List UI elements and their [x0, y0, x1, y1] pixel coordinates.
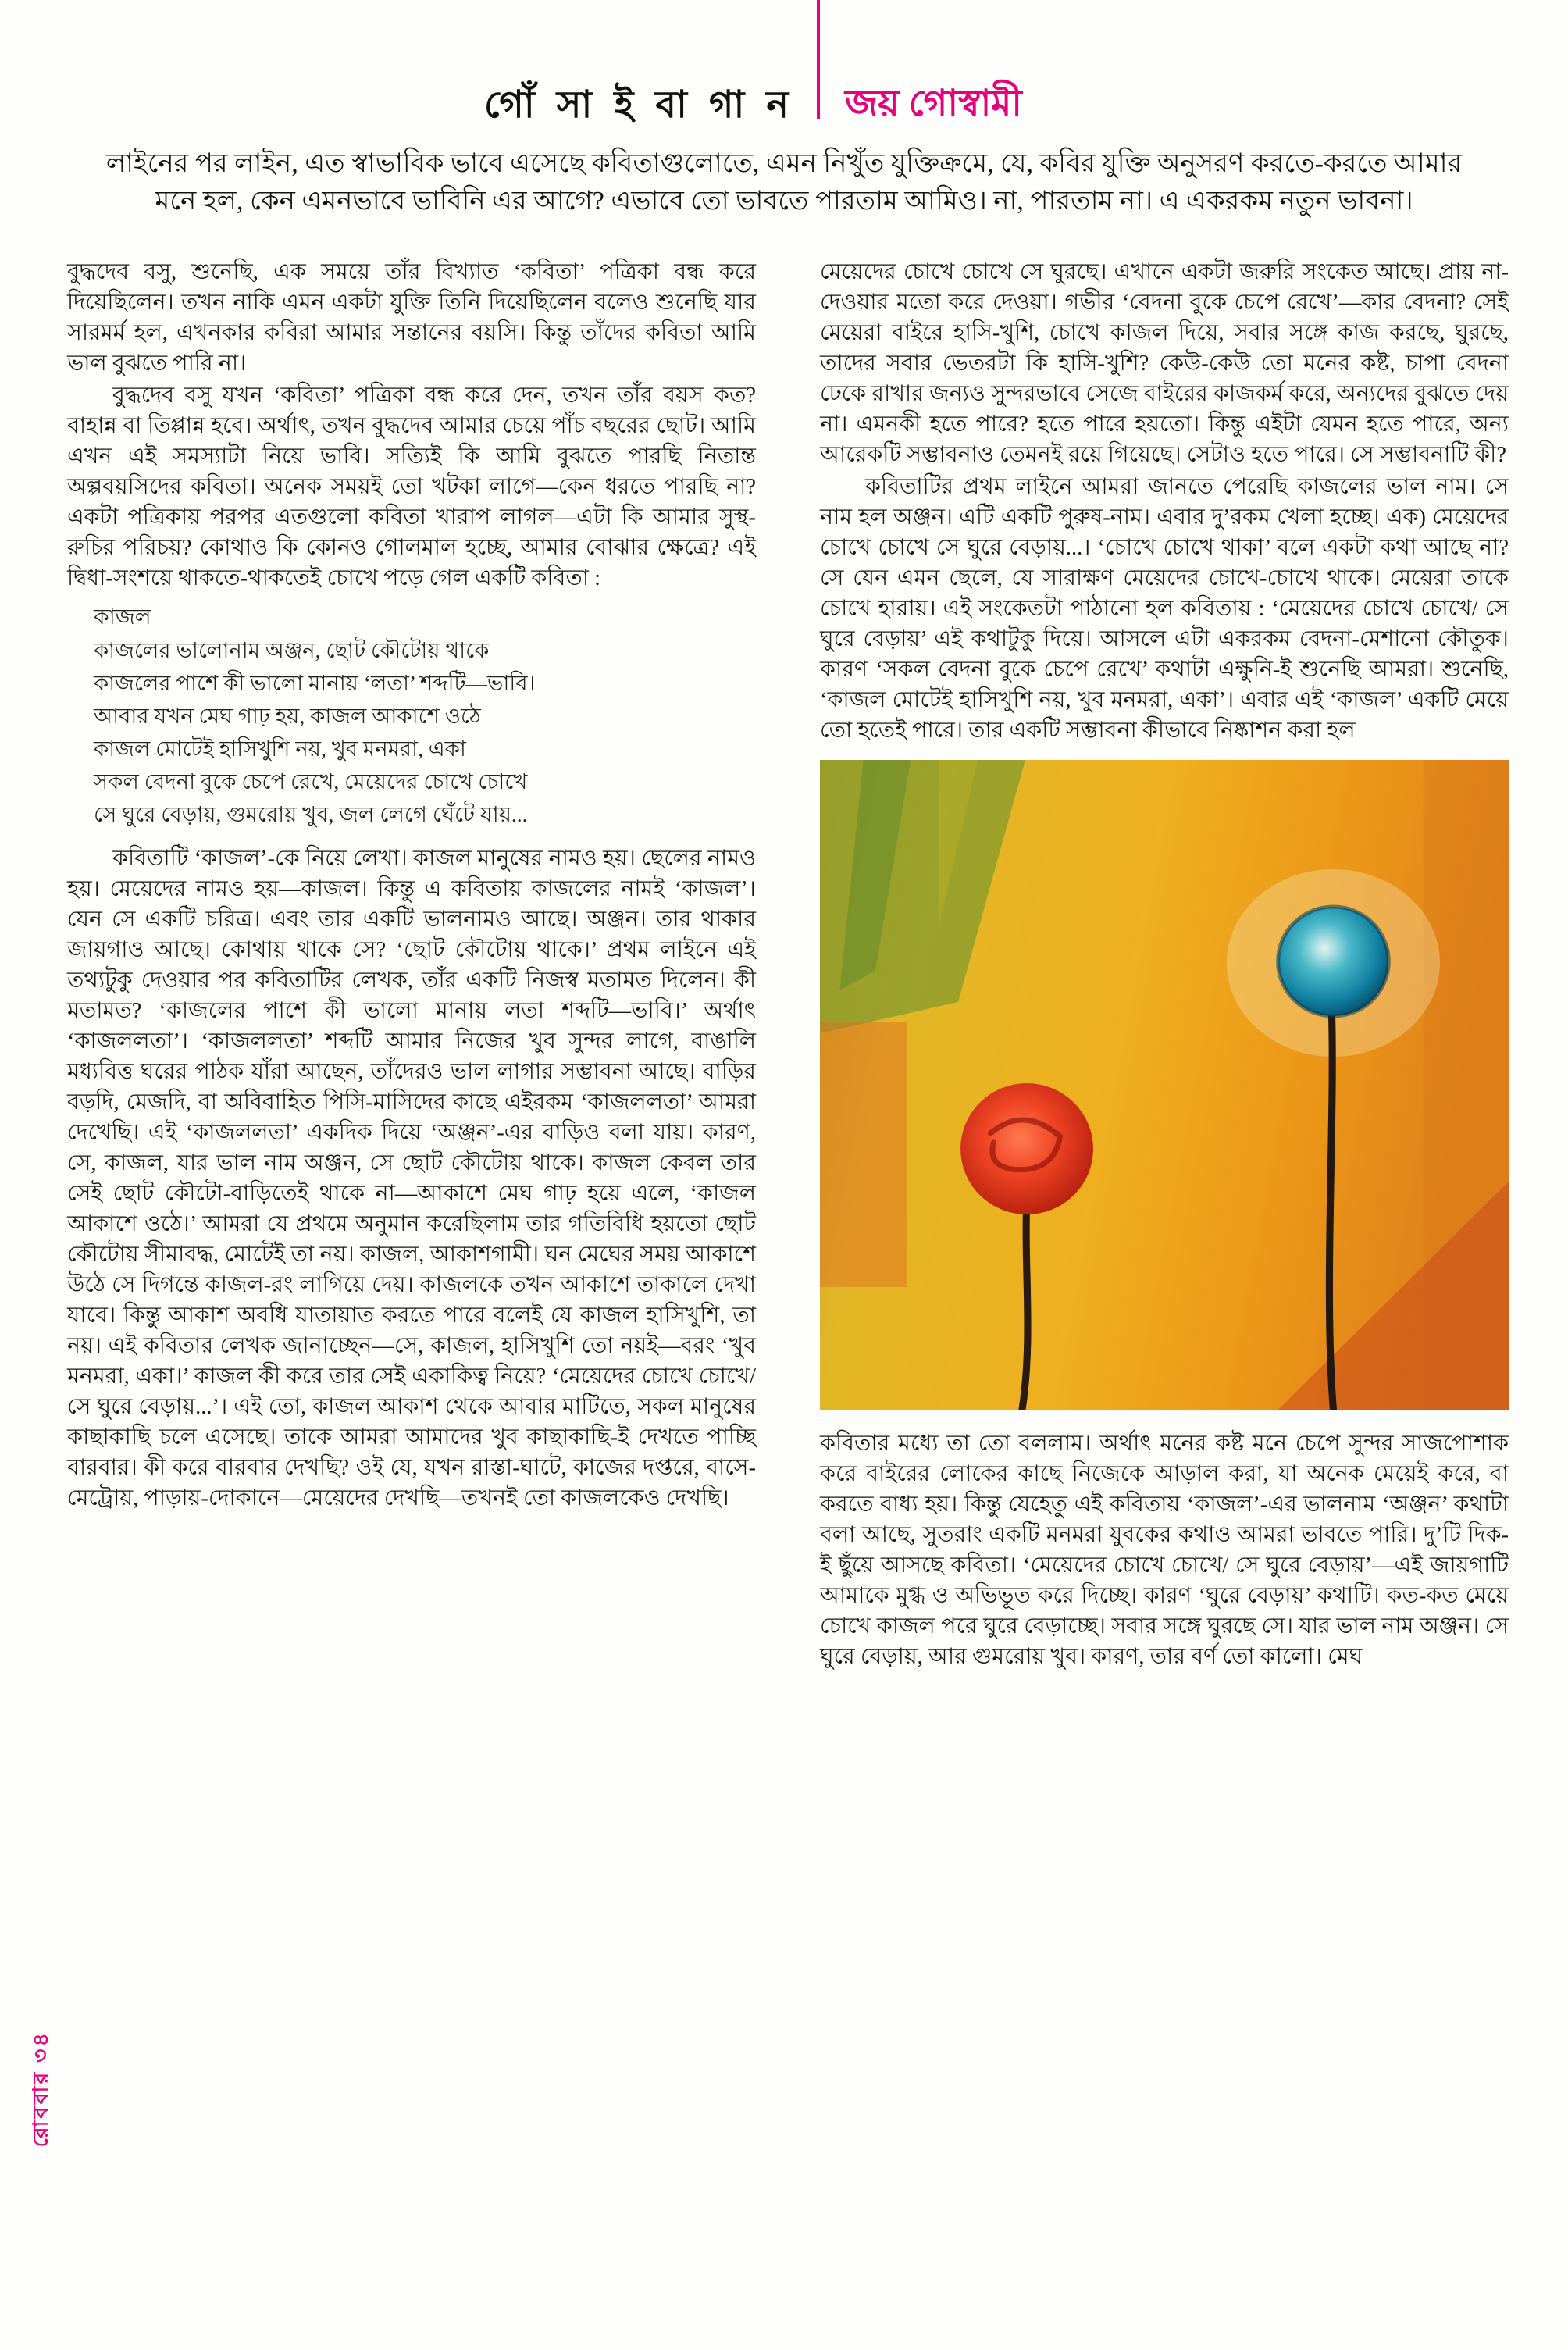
left-column	[67, 257, 756, 1515]
orange-streak	[820, 1022, 907, 1287]
article-body	[0, 221, 1568, 1674]
poem-line: সে ঘুরে বেড়ায়, গুমরোয় খুব, জল লেগে ঘেঁটে যায়...	[94, 801, 528, 826]
poem-title: কাজল	[94, 604, 151, 629]
section-title: গোঁ সা ই বা গা ন	[483, 84, 795, 126]
red-flower	[960, 1083, 1093, 1214]
lead-paragraph: লাইনের পর লাইন, এত স্বাভাবিক ভাবে এসেছে কবিতাগুলোতে, এমন নিখুঁত যুক্তিক্রমে, যে, কবির যুক্তি অনুসরণ করতে-করতে আমার মনে হল, কেন এমনভাবে ভাবিনি এর আগে? এভাবে তো ভাবতে পারতাম আমিও। না, পারতাম না। এ একরকম নতুন ভাবনা।	[105, 149, 1463, 216]
paragraph: কবিতাটির প্রথম লাইনে আমরা জানতে পেরেছি কাজলের ভাল নাম। সে নাম হল অঞ্জন। এটি একটি পুরুষ-নাম। এবার দু’রকম খেলা হচ্ছে। এক) মেয়েদের চোখে চোখে সে ঘুরে বেড়ায়...। ‘চোখে চোখে থাকা’ বলে একটা কথা আছে না? সে যেন এমন ছেলে, যে সারাক্ষণ মেয়েদের চোখে-চোখে থাকে। মেয়েরা তাকে চোখে হারায়। এই সংকেতটা পাঠানো হল কবিতায় : ‘মেয়েদের চোখে চোখে/ সে ঘুরে বেড়ায়’ এই কথাটুকু দিয়ে। আসলে এটা একরকম বেদনা-মেশানো কৌতুক। কারণ ‘সকল বেদনা বুকে চেপে রেখে’ কথাটা এক্ষুনি-ই শুনেছি আমরা। শুনেছি, ‘কাজল মোটেই হাসিখুশি নয়, খুব মনমরা, একা’। এবার এই ‘কাজল’ একটি মেয়ে তো হতেই পারে। তার একটি সম্ভাবনা কীভাবে নিষ্কাশন করা হল	[820, 474, 1509, 743]
author-name: জয় গোস্বামী	[845, 84, 1022, 124]
paragraph: কবিতাটি ‘কাজল’-কে নিয়ে লেখা। কাজল মানুষের নামও হয়। ছেলের নামও হয়। মেয়েদের নামও হয়—কাজল। কিন্তু এ কবিতায় কাজলের নামই ‘কাজল’। যেন সে একটি চরিত্র। এবং তার একটি ভালনামও আছে। অঞ্জন। তার থাকার জায়গাও আছে। কোথায় থাকে সে? ‘ছোট কৌটোয় থাকে।’ প্রথম লাইনে এই তথ্যটুকু দেওয়ার পর কবিতাটির লেখক, তাঁর একটি নিজস্ব মতামত দিলেন। কী মতামত? ‘কাজলের পাশে কী ভালো মানায় লতা শব্দটি—ভাবি।’ অর্থাৎ ‘কাজললতা’। ‘কাজললতা’ শব্দটি আমার নিজের খুব সুন্দর লাগে, বাঙালি মধ্যবিত্ত ঘরের পাঠক যাঁরা আছেন, তাঁদেরও ভাল লাগার সম্ভাবনা আছে। বাড়ির বড়দি, মেজদি, বা অবিবাহিত পিসি-মাসিদের কাছে এইরকম ‘কাজললতা’ আমরা দেখেছি। এই ‘কাজললতা’ একদিক দিয়ে ‘অঞ্জন’-এর বাড়িও বলা যায়। কারণ, সে, কাজল, যার ভাল নাম অঞ্জন, সে ছোট কৌটোয় থাকে। কাজল কেবল তার সেই ছোট কৌটো-বাড়িতেই থাকে না—আকাশে মেঘ গাঢ় হয়ে এলে, ‘কাজল আকাশে ওঠে।’ আমরা যে প্রথমে অনুমান করেছিলাম তার গতিবিধি হয়তো ছোট কৌটোয় সীমাবদ্ধ, মোটেই তা নয়। কাজল, আকাশগামী। ঘন মেঘের সময় আকাশে উঠে সে দিগন্তে কাজল-রং লাগিয়ে দেয়। কাজলকে তখন আকাশে তাকালে দেখা যাবে। কিন্তু আকাশ অবধি যাতায়াত করতে পারে বলেই যে কাজল হাসিখুশি, তা নয়। এই কবিতার লেখক জানাচ্ছেন—সে, কাজল, হাসিখুশি তো নয়ই—বরং ‘খুব মনমরা, একা।’ কাজল কী করে তার সেই একাকিত্ব নিয়ে? ‘মেয়েদের চোখে চোখে/ সে ঘুরে বেড়ায়...’। এই তো, কাজল আকাশ থেকে আবার মাটিতে, সকল মানুষের কাছাকাছি চলে এসেছে। তাকে আমরা আমাদের খুব কাছাকাছি-ই দেখতে পাচ্ছি বারবার। কী করে বারবার দেখছি? ওই যে, যখন রাস্তা-ঘাটে, কাজের দপ্তরে, বাসে-মেট্রোয়, পাড়ায়-দোকানে—মেয়েদের দেখছি—তখনই তো কাজলকেও দেখছি।	[67, 846, 756, 1510]
paragraph: কবিতার মধ্যে তা তো বললাম। অর্থাৎ মনের কষ্ট মনে চেপে সুন্দর সাজপোশাক করে বাইরের লোকের কাছে নিজেকে আড়াল করা, যা অনেক মেয়েই করে, বা করতে বাধ্য হয়। কিন্তু যেহেতু এই কবিতায় ‘কাজল’-এর ভালনাম ‘অঞ্জন’ কথাটা বলা আছে, সুতরাং একটি মনমরা যুবকের কথাও আমরা ভাবতে পারি। দু’টি দিক-ই ছুঁয়ে আসছে কবিতা। ‘মেয়েদের চোখে চোখে/ সে ঘুরে বেড়ায়’—এই জায়গাটি আমাকে মুগ্ধ ও অভিভূত করে দিচ্ছে। কারণ ‘ঘুরে বেড়ায়’ কথাটি। কত-কত মেয়ে চোখে কাজল পরে ঘুরে বেড়াচ্ছে। সবার সঙ্গে ঘুরছে সে। যার ভাল নাম অঞ্জন। সে ঘুরে বেড়ায়, আর গুমরোয় খুব। কারণ, তার বর্ণ তো কালো। মেঘ	[820, 1431, 1509, 1669]
poem-line: কাজলের ভালোনাম অঞ্জন, ছোট কৌটোয় থাকে	[94, 637, 490, 662]
right-column	[820, 257, 1509, 1674]
page-edge-label: রোববার ৩৪	[29, 2031, 52, 2148]
flower-painting	[820, 760, 1509, 1410]
poem-line: কাজল মোটেই হাসিখুশি নয়, খুব মনমরা, একা	[94, 736, 466, 761]
poem-line: সকল বেদনা বুকে চেপে রেখে, মেয়েদের চোখে চোখে	[94, 768, 528, 793]
quoted-poem	[94, 601, 756, 831]
article-header	[0, 0, 1568, 139]
paragraph: বুদ্ধদেব বসু যখন ‘কবিতা’ পত্রিকা বন্ধ করে দেন, তখন তাঁর বয়স কত? বাহান্ন বা তিপ্পান্ন হবে। অর্থাৎ, তখন বুদ্ধদেব আমার চেয়ে পাঁচ বছরের ছোট। আমি এখন এই সমস্যাটা নিয়ে ভাবি। সত্যিই কি আমি বুঝতে পারছি নিতান্ত অল্পবয়সিদের কবিতা। অনেক সময়ই তো খটকা লাগে—কেন ধরতে পারছি না? একটা পত্রিকায় পরপর এতগুলো কবিতা খারাপ লাগল—এটা কি আমার সুস্থ-রুচির পরিচয়? কোথাও কি কোনও গোলমাল হচ্ছে, আমার বোঝার ক্ষেত্রে? এই দ্বিধা-সংশয়ে থাকতে-থাকতেই চোখে পড়ে গেল একটি কবিতা :	[67, 383, 756, 590]
poem-line: আবার যখন মেঘ গাঢ় হয়, কাজল আকাশে ওঠে	[94, 703, 481, 728]
blue-flower-stem	[1329, 1013, 1333, 1410]
flower-painting-canvas	[820, 760, 1509, 1410]
paragraph: মেয়েদের চোখে চোখে সে ঘুরছে। এখানে একটা জরুরি সংকেত আছে। প্রায় না-দেওয়ার মতো করে দেওয়া। গভীর ‘বেদনা বুকে চেপে রেখে’—কার বেদনা? সেই মেয়েরা বাইরে হাসি-খুশি, চোখে কাজল দিয়ে, সবার সঙ্গে কাজ করছে, ঘুরছে, তাদের সবার ভেতরটা কি হাসি-খুশি? কেউ-কেউ তো মনের কষ্ট, চাপা বেদনা ঢেকে রাখার জন্যও সুন্দরভাবে সেজে বাইরের কাজকর্ম করে, অন্যদের বুঝতে দেয় না। এমনকী হতে পারে? হতে পারে হয়তো। কিন্তু এইটা যেমন হতে পারে, অন্য আরেকটি সম্ভাবনাও তেমনই রয়ে গিয়েছে। সেটাও হতে পারে। সে সম্ভাবনাটি কী?	[820, 259, 1509, 467]
paragraph: বুদ্ধদেব বসু, শুনেছি, এক সময়ে তাঁর বিখ্যাত ‘কবিতা’ পত্রিকা বন্ধ করে দিয়েছিলেন। তখন নাকি এমন একটা যুক্তি তিনি দিয়েছিলেন বলেও শুনেছি যার সারমর্ম হল, এখনকার কবিরা আমার সন্তানের বয়সি। কিন্তু তাঁদের কবিতা আমি ভাল বুঝতে পারি না।	[67, 259, 756, 376]
poem-line: কাজলের পাশে কী ভালো মানায় ‘লতা’ শব্দটি—ভাবি।	[94, 670, 536, 695]
